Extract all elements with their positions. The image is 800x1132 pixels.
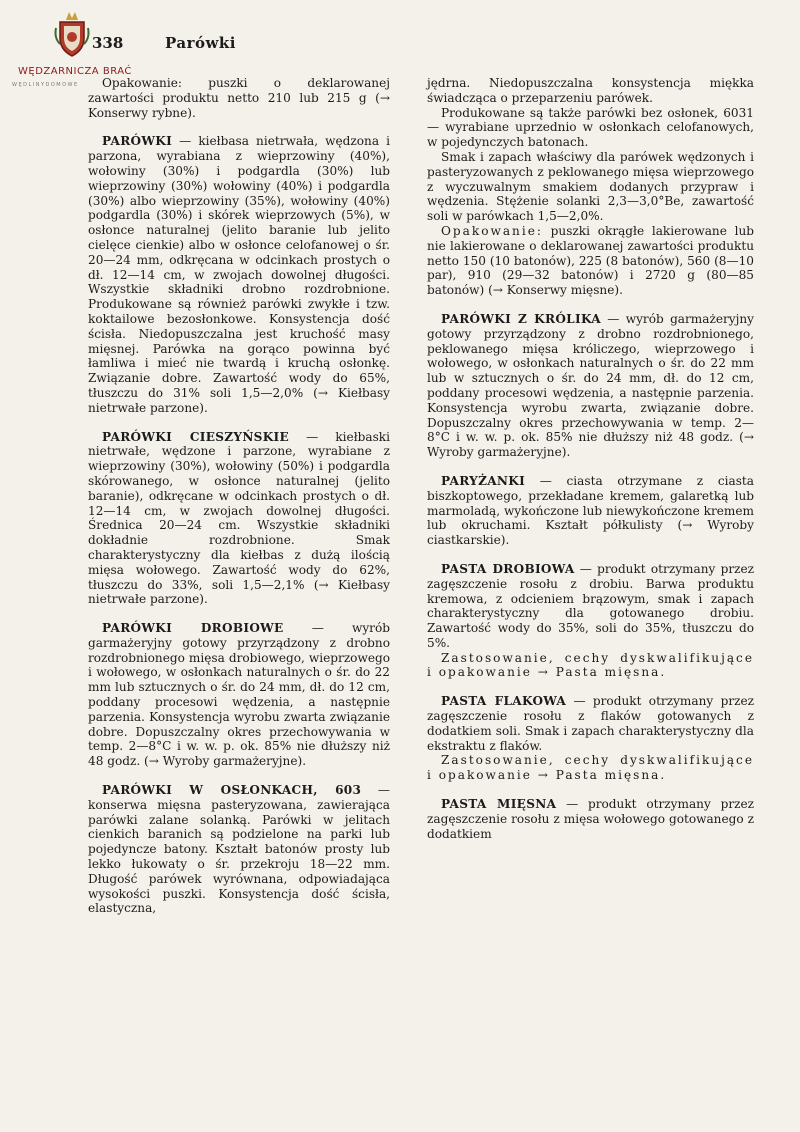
page-number: 338	[92, 34, 124, 52]
entry-text: — ciasta otrzymane z ciasta biszkoptowego, przekładane kremem, galaretką lub marmoladą, wykończone lub niewykończone kremem lub okruchami. Kształt półkulisty (→ Wyroby ciastkarskie).	[427, 473, 754, 548]
entry-pasta-miesna	[427, 797, 754, 841]
packaging-label: Opakowanie:	[441, 223, 543, 238]
paragraph: Smak i zapach właściwy dla parówek wędzonych i pasteryzowanych z peklowanego mięsa wieprzowego z wyczuwalnym smakiem dodanych przypraw i wędzenia. Stężenie solanki 2,3—3,0°Be, zawartość soli w parówkach 1,5—2,0%.	[427, 149, 754, 224]
entry-text: — kiełbaski nietrwałe, wędzone i parzone, wyrabiane z wieprzowiny (30%), wołowiny (50%) i podgardla skórowanego, w osłonce naturalnej (jelito baranie), odkręcane w odcinkach prostych o dł. 12—14 cm, w zwojach dowolnej długości. Średnica 20—24 cm. Wszystkie składniki dokładnie rozdrobnione. Smak charakterystyczny dla kiełbas z dużą ilością mięsa wołowego. Zawartość wody do 62%, tłuszczu do 33%, soli 1,5—2,1% (→ Kiełbasy nietrwałe parzone).	[88, 429, 390, 607]
entry-text: — produkt otrzymany przez zagęszczenie rosołu z drobiu. Barwa produktu kremowa, z odcieniem brązowym, smak i zapach charakterystyczny dla gotowanego drobiu. Zawartość wody do 35%, soli do 35%, tłuszczu do 5%.	[427, 561, 755, 650]
entry-heading: PARÓWKI W OSŁONKACH, 603	[102, 783, 362, 798]
entry-text: — konserwa mięsna pasteryzowana, zawierająca parówki zalane solanką. Parówki w jelitach cienkich baranich są podzielone na parki lub pojedyncze batony. Kształt batonów prosty lub lekko łukowaty o śr. przekroju 18—22 mm. Długość parówek wyrównana, odpowiadająca wysokości puszki. Konsystencja dość ścisła, elastyczna,	[88, 783, 390, 916]
entry-heading: PASTA MIĘSNA	[441, 797, 557, 812]
entry-heading: PASTA FLAKOWA	[441, 694, 567, 709]
entry-parowki-drobiowe	[88, 621, 390, 769]
packaging-text: puszki okrągłe lakierowane lub nie lakierowane o deklarowanej zawartości produktu netto 150 (10 batonów), 225 (8 batonów), 560 (8—10 par), 910 (29—32 batonów) i 2720 g (80—85 batonów) (→ Konserwy mięsne).	[427, 223, 754, 298]
entry-text: — produkt otrzymany przez zagęszczenie rosołu z flaków gotowanych z dodatkiem soli. Smak i zapach charakterystyczny dla ekstraktu z flaków.	[427, 694, 755, 753]
brand-name: WĘDZARNICZA BRAĆ	[18, 66, 132, 77]
entry-pasta-drobiowa	[427, 562, 754, 651]
entry-parowki-z-krolika	[427, 312, 754, 460]
brand-subtitle: WĘDLINYDOMOWE	[12, 82, 79, 88]
entry-heading: PARÓWKI	[102, 134, 173, 149]
entry-note: Zastosowanie, cechy dyskwalifikujące i opakowanie → Pasta mięsna.	[427, 650, 754, 680]
running-title: Parówki	[165, 34, 237, 52]
entry-parowki	[88, 134, 390, 415]
entry-text: — wyrób garmażeryjny gotowy przyrządzony z drobno rozdrobnionego mięsa drobiowego, wieprzowego i wołowego, w osłonkach naturalnych o śr. do 22 mm lub sztucznych o śr. do 24 mm, dł. do 12 cm, poddany procesowi wędzenia, a następnie parzenia. Konsystencja wyrobu zwarta związanie dobre. Dopuszczalny okres przechowywania w temp. 2—8°C i w. w. p. ok. 85% nie dłuższy niż 48 godz. (→ Wyroby garmażeryjne).	[88, 621, 390, 769]
paragraph: Produkowane są także parówki bez osłonek, 6031 — wyrabiane uprzednio w osłonkach celofanowych, w pojedynczych batonach.	[427, 105, 754, 150]
entry-heading: PARÓWKI DROBIOWE	[102, 621, 284, 636]
crest-logo-icon	[52, 8, 92, 58]
packaging-paragraph	[427, 224, 754, 298]
right-column	[427, 76, 754, 841]
entry-heading: PARÓWKI CIESZYŃSKIE	[102, 429, 289, 444]
entry-text: — wyrób garmażeryjny gotowy przyrządzony z drobno rozdrobnionego, peklowanego mięsa króliczego, wieprzowego i wołowego, w osłonkach naturalnych o śr. do 22 mm lub w sztucznych o śr. do 24 mm, dł. do 12 cm, poddany procesowi wędzenia, a następnie parzenia. Konsystencja wyrobu zwarta, związanie dobre. Dopuszczalny okres przechowywania w temp. 2—8°C i w. w. p. ok. 85% nie dłuższy niż 48 godz. (→ Wyroby garmażeryjne).	[427, 311, 754, 460]
entry-text: — produkt otrzymany przez zagęszczenie rosołu z mięsa wołowego gotowanego z dodatkiem	[427, 797, 755, 841]
entry-note: Zastosowanie, cechy dyskwalifikujące i opakowanie → Pasta mięsna.	[427, 753, 754, 783]
entry-heading: PARÓWKI Z KRÓLIKA	[441, 311, 601, 326]
entry-parowki-w-oslonkach	[88, 783, 390, 916]
entry-text: — kiełbasa nietrwała, wędzona i parzona, wyrabiana z wieprzowiny (40%), wołowiny (30%) i podgardla (30%) lub wieprzowiny (30%) wołowiny (40%) i podgardla (30%) albo wieprzowiny (35%), wołowiny (40%) podgardla (30%) i skórek wieprzowych (5%), w osłonce naturalnej (jelito baranie lub jelito cielęce cienkie) albo w osłonce celofanowej o śr. 20—24 mm, odkręcana w odcinkach prostych o dł. 12—14 cm, w zwojach dowolnej długości. Wszystkie składniki drobno rozdrobnione. Produkowane są również parówki zwykłe i tzw. koktailowe bezosłonkowe. Konsystencja dość ścisła. Niedopuszczalna jest kruchość masy mięsnej. Parówka na gorąco powinna być łamliwa i mieć nie twardą i kruchą osłonkę. Związanie dobre. Zawartość wody do 65%, tłuszczu do 31% soli 1,5—2,0% (→ Kiełbasy nietrwałe parzone).	[88, 134, 390, 415]
entry-parowki-cieszynskie	[88, 430, 390, 608]
entry-heading: PARYŻANKI	[441, 473, 526, 488]
entry-pasta-flakowa	[427, 694, 754, 753]
entry-heading: PASTA DROBIOWA	[441, 561, 575, 576]
continued-paragraph: jędrna. Niedopuszczalna konsystencja miękka świadcząca o przeparzeniu parówek.	[427, 76, 754, 105]
entry-paryzanki	[427, 474, 754, 548]
left-column	[88, 76, 390, 916]
intro-paragraph: Opakowanie: puszki o deklarowanej zawartości produktu netto 210 lub 215 g (→ Konserwy rybne).	[88, 76, 390, 120]
